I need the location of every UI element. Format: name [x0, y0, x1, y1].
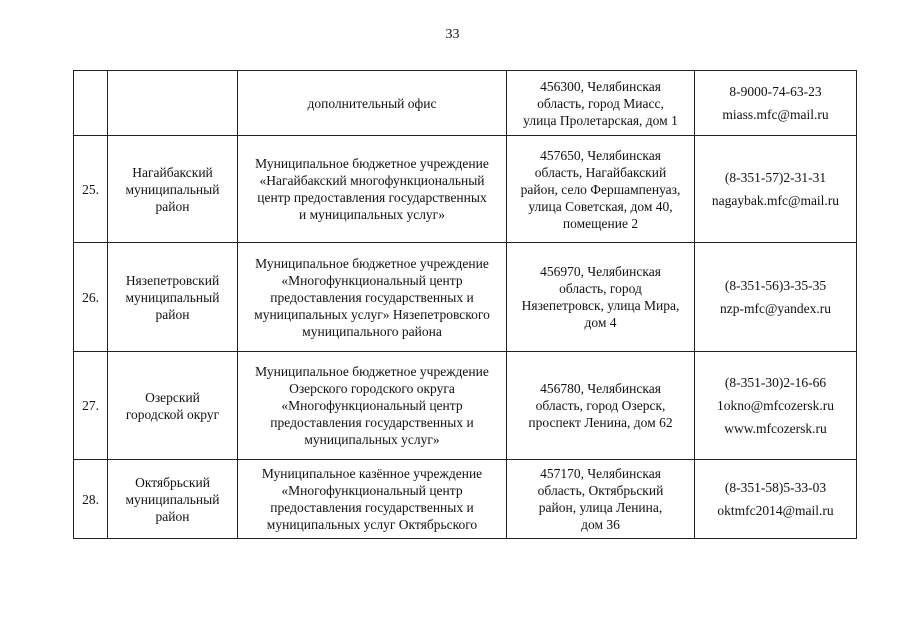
organization-name-line: центр предоставления государственных [257, 190, 487, 205]
contact-line: (8-351-58)5-33-03 [724, 480, 827, 495]
row-number-cell: 28. [74, 460, 108, 539]
district-cell [108, 243, 238, 352]
organization-name-line: «Нагайбакский многофункциональный [259, 173, 485, 188]
district-name-line: городской округ [125, 406, 220, 422]
address-line: 456300, Челябинская [540, 78, 661, 94]
district-cell [108, 352, 238, 460]
address-line: 457170, Челябинская [540, 466, 661, 481]
district-name-line: район [155, 306, 190, 322]
address-line: 456780, Челябинская [540, 381, 661, 396]
contact-line: www.mfcozersk.ru [724, 421, 827, 436]
address-line: область, город [559, 281, 642, 296]
address-cell [507, 352, 695, 460]
organization-name-line: муниципальных услуг» [304, 432, 440, 447]
address-line: область, Октябрьский [537, 483, 664, 498]
address-line: область, город Озерск, [535, 398, 666, 413]
address-line: улица Советская, дом 40, [528, 198, 673, 214]
district-name-line: Октябрьский [135, 474, 210, 490]
contact-line: (8-351-30)2-16-66 [724, 375, 827, 390]
row-number-cell: 25. [74, 136, 108, 243]
contacts-cell [695, 71, 857, 136]
page-number: 33 [445, 27, 460, 42]
address-line: 457650, Челябинская [540, 147, 661, 163]
contact-line: (8-351-57)2-31-31 [724, 170, 827, 185]
address-line: область, Нагайбакский [534, 164, 667, 180]
row-number-cell: 26. [74, 243, 108, 352]
organization-name-line: Озерского городского округа [289, 381, 455, 396]
contact-line: oktmfc2014@mail.ru [717, 503, 834, 518]
address-cell [507, 460, 695, 539]
district-name-line: район [155, 508, 190, 524]
address-line: область, город Миасс, [537, 95, 664, 111]
table-row [74, 71, 857, 136]
organization-name-line: Муниципальное бюджетное учреждение [255, 364, 489, 379]
contacts-cell [695, 136, 857, 243]
district-name-line: муниципальный [125, 289, 220, 305]
organization-name-line: муниципального района [302, 323, 442, 339]
district-name-line: Озерский [145, 389, 200, 405]
organization-name-line: предоставления государственных и [270, 289, 474, 305]
organization-name-line: «Многофункциональный центр [281, 483, 463, 498]
address-line: улица Пролетарская, дом 1 [523, 112, 678, 128]
address-line: Нязепетровск, улица Мира, [521, 298, 680, 313]
district-cell [108, 460, 238, 539]
district-name-line: Нязепетровский [125, 272, 220, 288]
contact-line: nagaybak.mfc@mail.ru [711, 193, 840, 208]
table-row [74, 136, 857, 243]
contact-line: miass.mfc@mail.ru [722, 107, 829, 122]
organization-cell [238, 460, 507, 539]
address-line: 456970, Челябинская [540, 264, 661, 279]
organization-name-line: «Многофункциональный центр [281, 398, 463, 413]
row-number-cell [74, 71, 108, 136]
district-cell [108, 71, 238, 136]
organization-name-line: Муниципальное казённое учреждение [261, 466, 483, 481]
contacts-cell [695, 243, 857, 352]
organization-cell [238, 136, 507, 243]
organization-name-line: предоставления государственных и [270, 415, 474, 430]
organization-name-line: дополнительный офис [307, 95, 437, 111]
organization-name-line: муниципальных услуг Октябрьского [266, 517, 478, 532]
organization-name-line: муниципальных услуг» Нязепетровского [254, 306, 490, 322]
contact-line: (8-351-56)3-35-35 [724, 278, 827, 293]
contact-line: nzp-mfc@yandex.ru [719, 301, 831, 316]
organization-name-line: и муниципальных услуг» [299, 207, 445, 222]
address-line: дом 36 [581, 517, 620, 532]
organization-name-line: предоставления государственных и [270, 500, 474, 515]
district-name-line: Нагайбакский [132, 164, 213, 180]
address-line: проспект Ленина, дом 62 [528, 415, 673, 430]
address-line: дом 4 [584, 315, 617, 330]
address-line: район, улица Ленина, [538, 500, 663, 515]
organization-cell [238, 352, 507, 460]
table-row [74, 352, 857, 460]
district-cell [108, 136, 238, 243]
address-cell [507, 136, 695, 243]
contacts-cell [695, 352, 857, 460]
row-number-cell: 27. [74, 352, 108, 460]
organization-name-line: Муниципальное бюджетное учреждение [255, 255, 489, 271]
contact-line: 1okno@mfcozersk.ru [716, 398, 835, 413]
district-name-line: муниципальный [125, 491, 220, 507]
address-line: помещение 2 [562, 215, 639, 231]
organization-cell [238, 243, 507, 352]
organization-cell [238, 71, 507, 136]
table-row [74, 243, 857, 352]
address-cell [507, 243, 695, 352]
address-cell [507, 71, 695, 136]
mfc-offices-table [73, 70, 857, 539]
contacts-cell [695, 460, 857, 539]
organization-name-line: «Многофункциональный центр [281, 272, 463, 288]
address-line: район, село Фершампенуаз, [520, 181, 681, 197]
contact-line: 8-9000-74-63-23 [729, 84, 822, 99]
table-row [74, 460, 857, 539]
district-name-line: район [155, 198, 190, 214]
organization-name-line: Муниципальное бюджетное учреждение [255, 156, 489, 171]
district-name-line: муниципальный [125, 181, 220, 197]
